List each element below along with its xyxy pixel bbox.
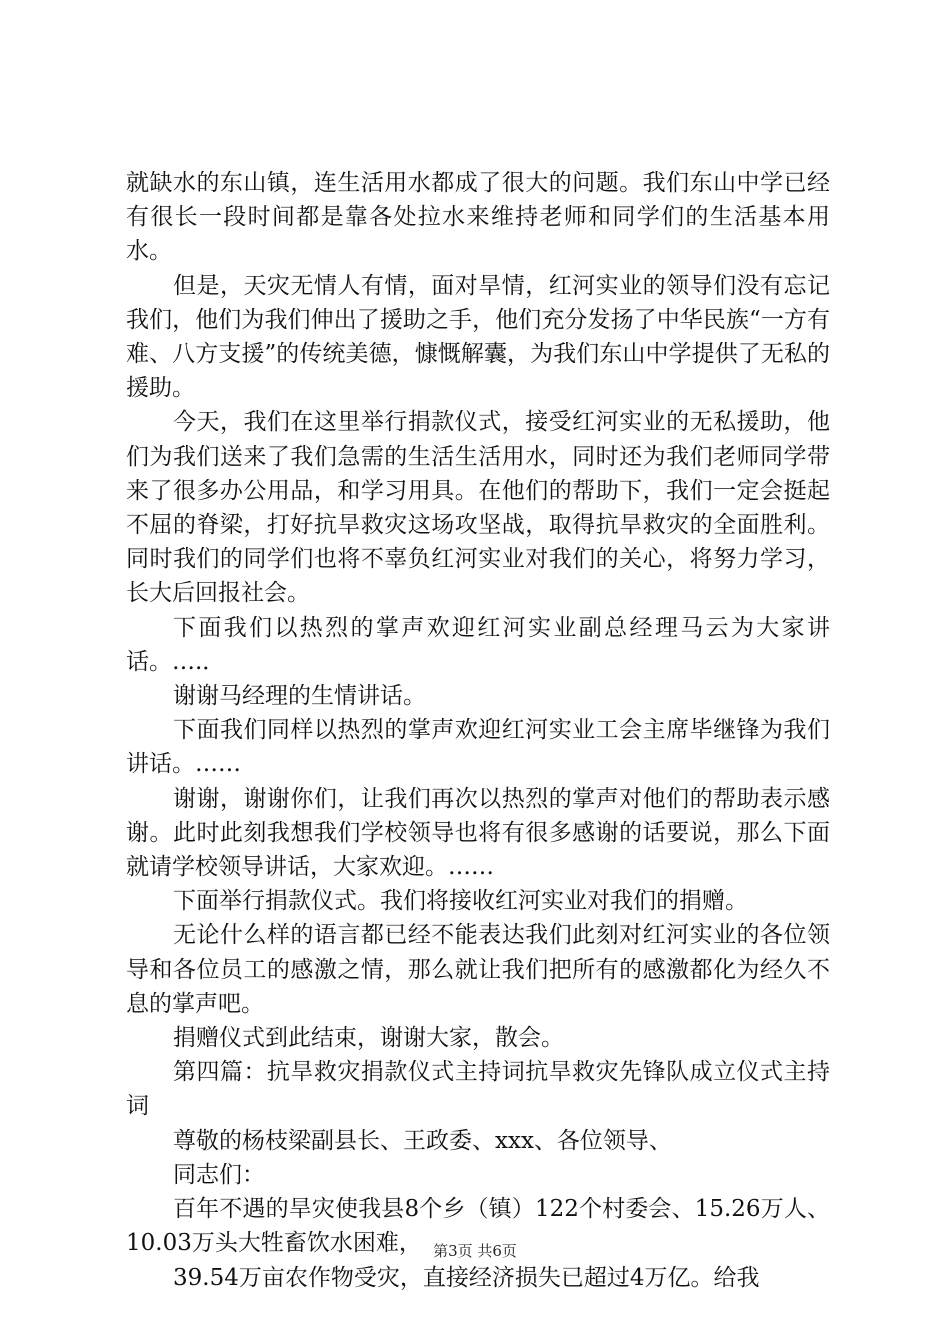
paragraph: 无论什么样的语言都已经不能表达我们此刻对红河实业的各位领导和各位员工的感激之情，那么就让我们把所有的感激都化为经久不息的掌声吧。 <box>126 922 830 1017</box>
salutation: 尊敬的杨枝梁副县长、王政委、xxx、各位领导、 <box>173 1127 672 1154</box>
paragraph: 捐赠仪式到此结束，谢谢大家，散会。 <box>173 1025 564 1052</box>
paragraph: 39.54万亩农作物受灾，直接经济损失已超过4万亿。给我 <box>173 1264 760 1291</box>
section-heading: 第四篇：抗旱救灾捐款仪式主持词抗旱救灾先锋队成立仪式主持词 <box>126 1059 830 1120</box>
paragraph: 就缺水的东山镇，连生活用水都成了很大的问题。我们东山中学已经有很长一段时间都是靠各处拉水来维持老师和同学们的生活基本用水。 <box>126 170 830 265</box>
paragraph: 谢谢马经理的生情讲话。 <box>173 683 426 710</box>
paragraph: 谢谢，谢谢你们，让我们再次以热烈的掌声对他们的帮助表示感谢。此时此刻我想我们学校领导也将有很多感谢的话要说，那么下面就请学校领导讲话，大家欢迎。…… <box>126 785 830 881</box>
paragraph: 下面我们同样以热烈的掌声欢迎红河实业工会主席毕继锋为我们讲话。…… <box>126 717 830 778</box>
salutation: 同志们： <box>173 1161 265 1188</box>
paragraph: 下面举行捐款仪式。我们将接收红河实业对我们的捐赠。 <box>173 888 748 915</box>
document-body <box>126 166 830 1295</box>
page-number-footer: 第3页 共6页 <box>433 1242 517 1260</box>
paragraph: 今天，我们在这里举行捐款仪式，接受红河实业的无私援助，他们为我们送来了我们急需的生活生活用水，同时还为我们老师同学带来了很多办公用品，和学习用具。在他们的帮助下，我们一定会挺起不屈的脊梁，打好抗旱救灾这场攻坚战，取得抗旱救灾的全面胜利。同时我们的同学们也将不辜负红河实业对我们的关心，将努力学习，长大后回报社会。 <box>126 409 830 607</box>
paragraph: 下面我们以热烈的掌声欢迎红河实业副总经理马云为大家讲话。….． <box>126 614 830 675</box>
paragraph: 但是，天灾无情人有情，面对旱情，红河实业的领导们没有忘记我们，他们为我们伸出了援助之手，他们充分发扬了中华民族“一方有难、八方支援”的传统美德，慷慨解囊，为我们东山中学提供了无私的援助。 <box>126 272 830 402</box>
paragraph: 百年不遇的旱灾使我县8个乡（镇）122个村委会、15.26万人、10.03万头大牲畜饮水困难， <box>126 1196 830 1257</box>
